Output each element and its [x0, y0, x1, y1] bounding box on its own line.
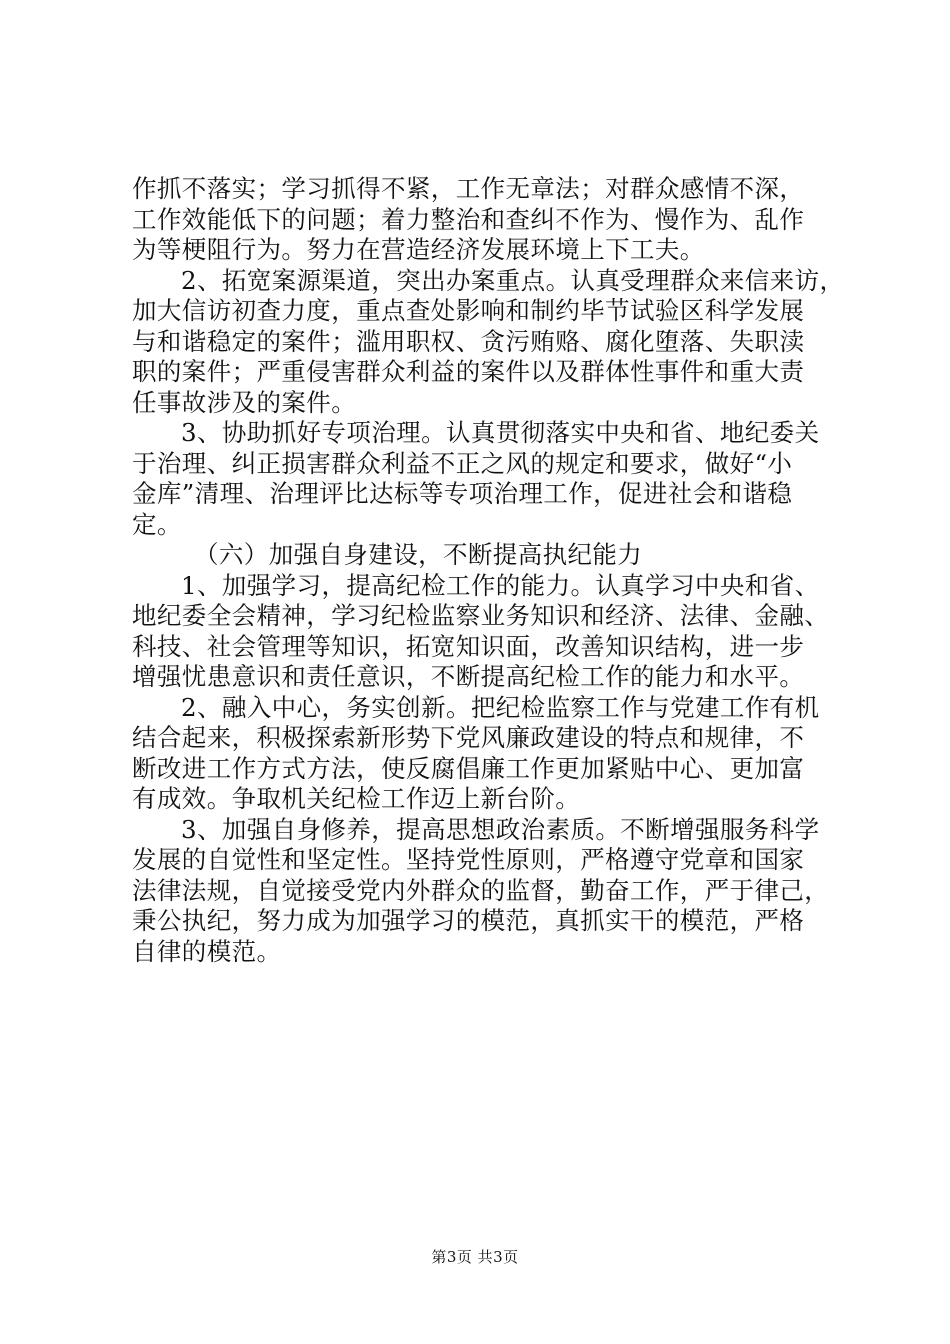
text-line: 金库”清理、治理评比达标等专项治理工作，促进社会和谐稳	[132, 479, 793, 508]
text-line: 与和谐稳定的案件；滥用职权、贪污贿赂、腐化堕落、失职渎	[132, 326, 805, 356]
text-line: 作抓不落实；学习抓得不紧，工作无章法；对群众感情不深，	[132, 174, 805, 203]
page-number-footer: 第3页 共3页	[431, 1248, 519, 1266]
text-line: 法律法规，自觉接受党内外群众的监督，勤奋工作，严于律己，	[132, 875, 830, 905]
document-body	[132, 174, 845, 967]
text-line: 于治理、纠正损害群众利益不正之风的规定和要求，做好“小	[132, 448, 793, 478]
paragraph-start-line: 2、拓宽案源渠道，突出办案重点。认真受理群众来信来访，	[181, 265, 845, 295]
text-line: 为等梗阻行为。努力在营造经济发展环境上下工夫。	[132, 235, 705, 264]
text-line: 职的案件；严重侵害群众利益的案件以及群体性事件和重大责	[132, 357, 805, 386]
text-line: 发展的自觉性和坚定性。坚持党性原则，严格遵守党章和国家	[132, 845, 805, 874]
paragraph-start-line: 3、加强自身修养，提高思想政治素质。不断增强服务科学	[181, 814, 820, 844]
text-line: 加大信访初查力度，重点查处影响和制约毕节试验区科学发展	[132, 296, 805, 325]
paragraph-start-line: 2、融入中心，务实创新。把纪检监察工作与党建工作有机	[181, 692, 820, 722]
text-line: 任事故涉及的案件。	[132, 387, 357, 417]
text-line: 自律的模范。	[132, 936, 282, 966]
text-line: 秉公执纪，努力成为加强学习的模范，真抓实干的模范，严格	[132, 906, 805, 935]
section-heading: （六）加强自身建设，不断提高执纪能力	[194, 540, 643, 569]
text-line: 结合起来，积极探索新形势下党风廉政建设的特点和规律，不	[132, 723, 805, 752]
text-line: 工作效能低下的问题；着力整治和查纠不作为、慢作为、乱作	[132, 204, 805, 234]
text-line: 地纪委全会精神，学习纪检监察业务知识和经济、法律、金融、	[132, 601, 830, 630]
text-line: 科技、社会管理等知识，拓宽知识面，改善知识结构，进一步	[132, 631, 805, 661]
text-line: 有成效。争取机关纪检工作迈上新台阶。	[132, 784, 581, 813]
text-line: 断改进工作方式方法，使反腐倡廉工作更加紧贴中心、更加富	[132, 753, 805, 783]
text-line: 增强忧患意识和责任意识，不断提高纪检工作的能力和水平。	[132, 662, 805, 691]
text-line: 定。	[132, 509, 182, 539]
paragraph-start-line: 1、加强学习，提高纪检工作的能力。认真学习中央和省、	[181, 570, 820, 600]
paragraph-start-line: 3、协助抓好专项治理。认真贯彻落实中央和省、地纪委关	[181, 418, 820, 447]
